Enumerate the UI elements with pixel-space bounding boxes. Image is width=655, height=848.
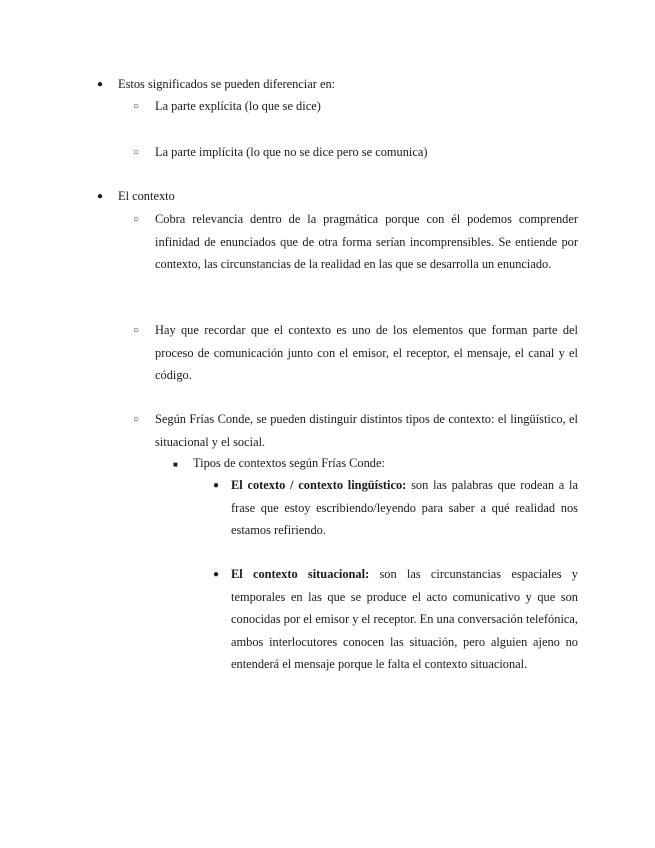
definition-cotexto: son las palabras que rodean a la frase que estoy escribiendo/leyendo para saber a qué realidad nos estamos refiriendo. bbox=[231, 478, 578, 537]
list-item-implicita: La parte implícita (lo que no se dice pero se comunica) bbox=[155, 145, 428, 159]
bullet-square-icon: ■ bbox=[173, 460, 178, 469]
paragraph-tipos: Según Frías Conde, se pueden distinguir distintos tipos de contexto: el lingüístico, el situacional y el social. bbox=[155, 412, 578, 449]
bullet-filled-icon: ● bbox=[97, 191, 104, 202]
list-item-significados: Estos significados se pueden diferenciar en: bbox=[118, 77, 336, 91]
term-cotexto: El cotexto / contexto lingüístico: bbox=[231, 478, 407, 492]
paragraph-cotexto bbox=[231, 474, 578, 542]
bullet-filled-icon: ● bbox=[213, 569, 220, 580]
bullet-hollow-icon: ○ bbox=[133, 101, 140, 112]
bullet-hollow-icon: ○ bbox=[133, 147, 140, 158]
list-item-contexto: El contexto bbox=[118, 189, 175, 203]
paragraph-situacional bbox=[231, 563, 578, 676]
bullet-hollow-icon: ○ bbox=[133, 414, 140, 425]
bullet-hollow-icon: ○ bbox=[133, 214, 140, 225]
bullet-filled-icon: ● bbox=[213, 480, 220, 491]
bullet-filled-icon: ● bbox=[97, 79, 104, 90]
bullet-hollow-icon: ○ bbox=[133, 325, 140, 336]
list-item-explicita: La parte explícita (lo que se dice) bbox=[155, 99, 321, 113]
paragraph-elementos: Hay que recordar que el contexto es uno de los elementos que forman parte del proceso de comunicación junto con el emisor, el receptor, el mensaje, el canal y el código. bbox=[155, 323, 578, 382]
definition-situacional: son las circunstancias espaciales y temporales en las que se produce el acto comunicativo y que son conocidas por el emisor y el receptor. En una conversación telefónica, ambos interlocutores conocen las situación, pero alguien ajeno no entenderá el mensaje porque le falta el contexto situacional. bbox=[231, 567, 578, 671]
list-item-tipos-frias: Tipos de contextos según Frías Conde: bbox=[193, 456, 385, 470]
paragraph-relevancia: Cobra relevancia dentro de la pragmática porque con él podemos comprender infinidad de enunciados que de otra forma serían incomprensibles. Se entiende por contexto, las circunstancias de la realidad en las que se desarrolla un enunciado. bbox=[155, 212, 578, 271]
term-situacional: El contexto situacional: bbox=[231, 567, 370, 581]
